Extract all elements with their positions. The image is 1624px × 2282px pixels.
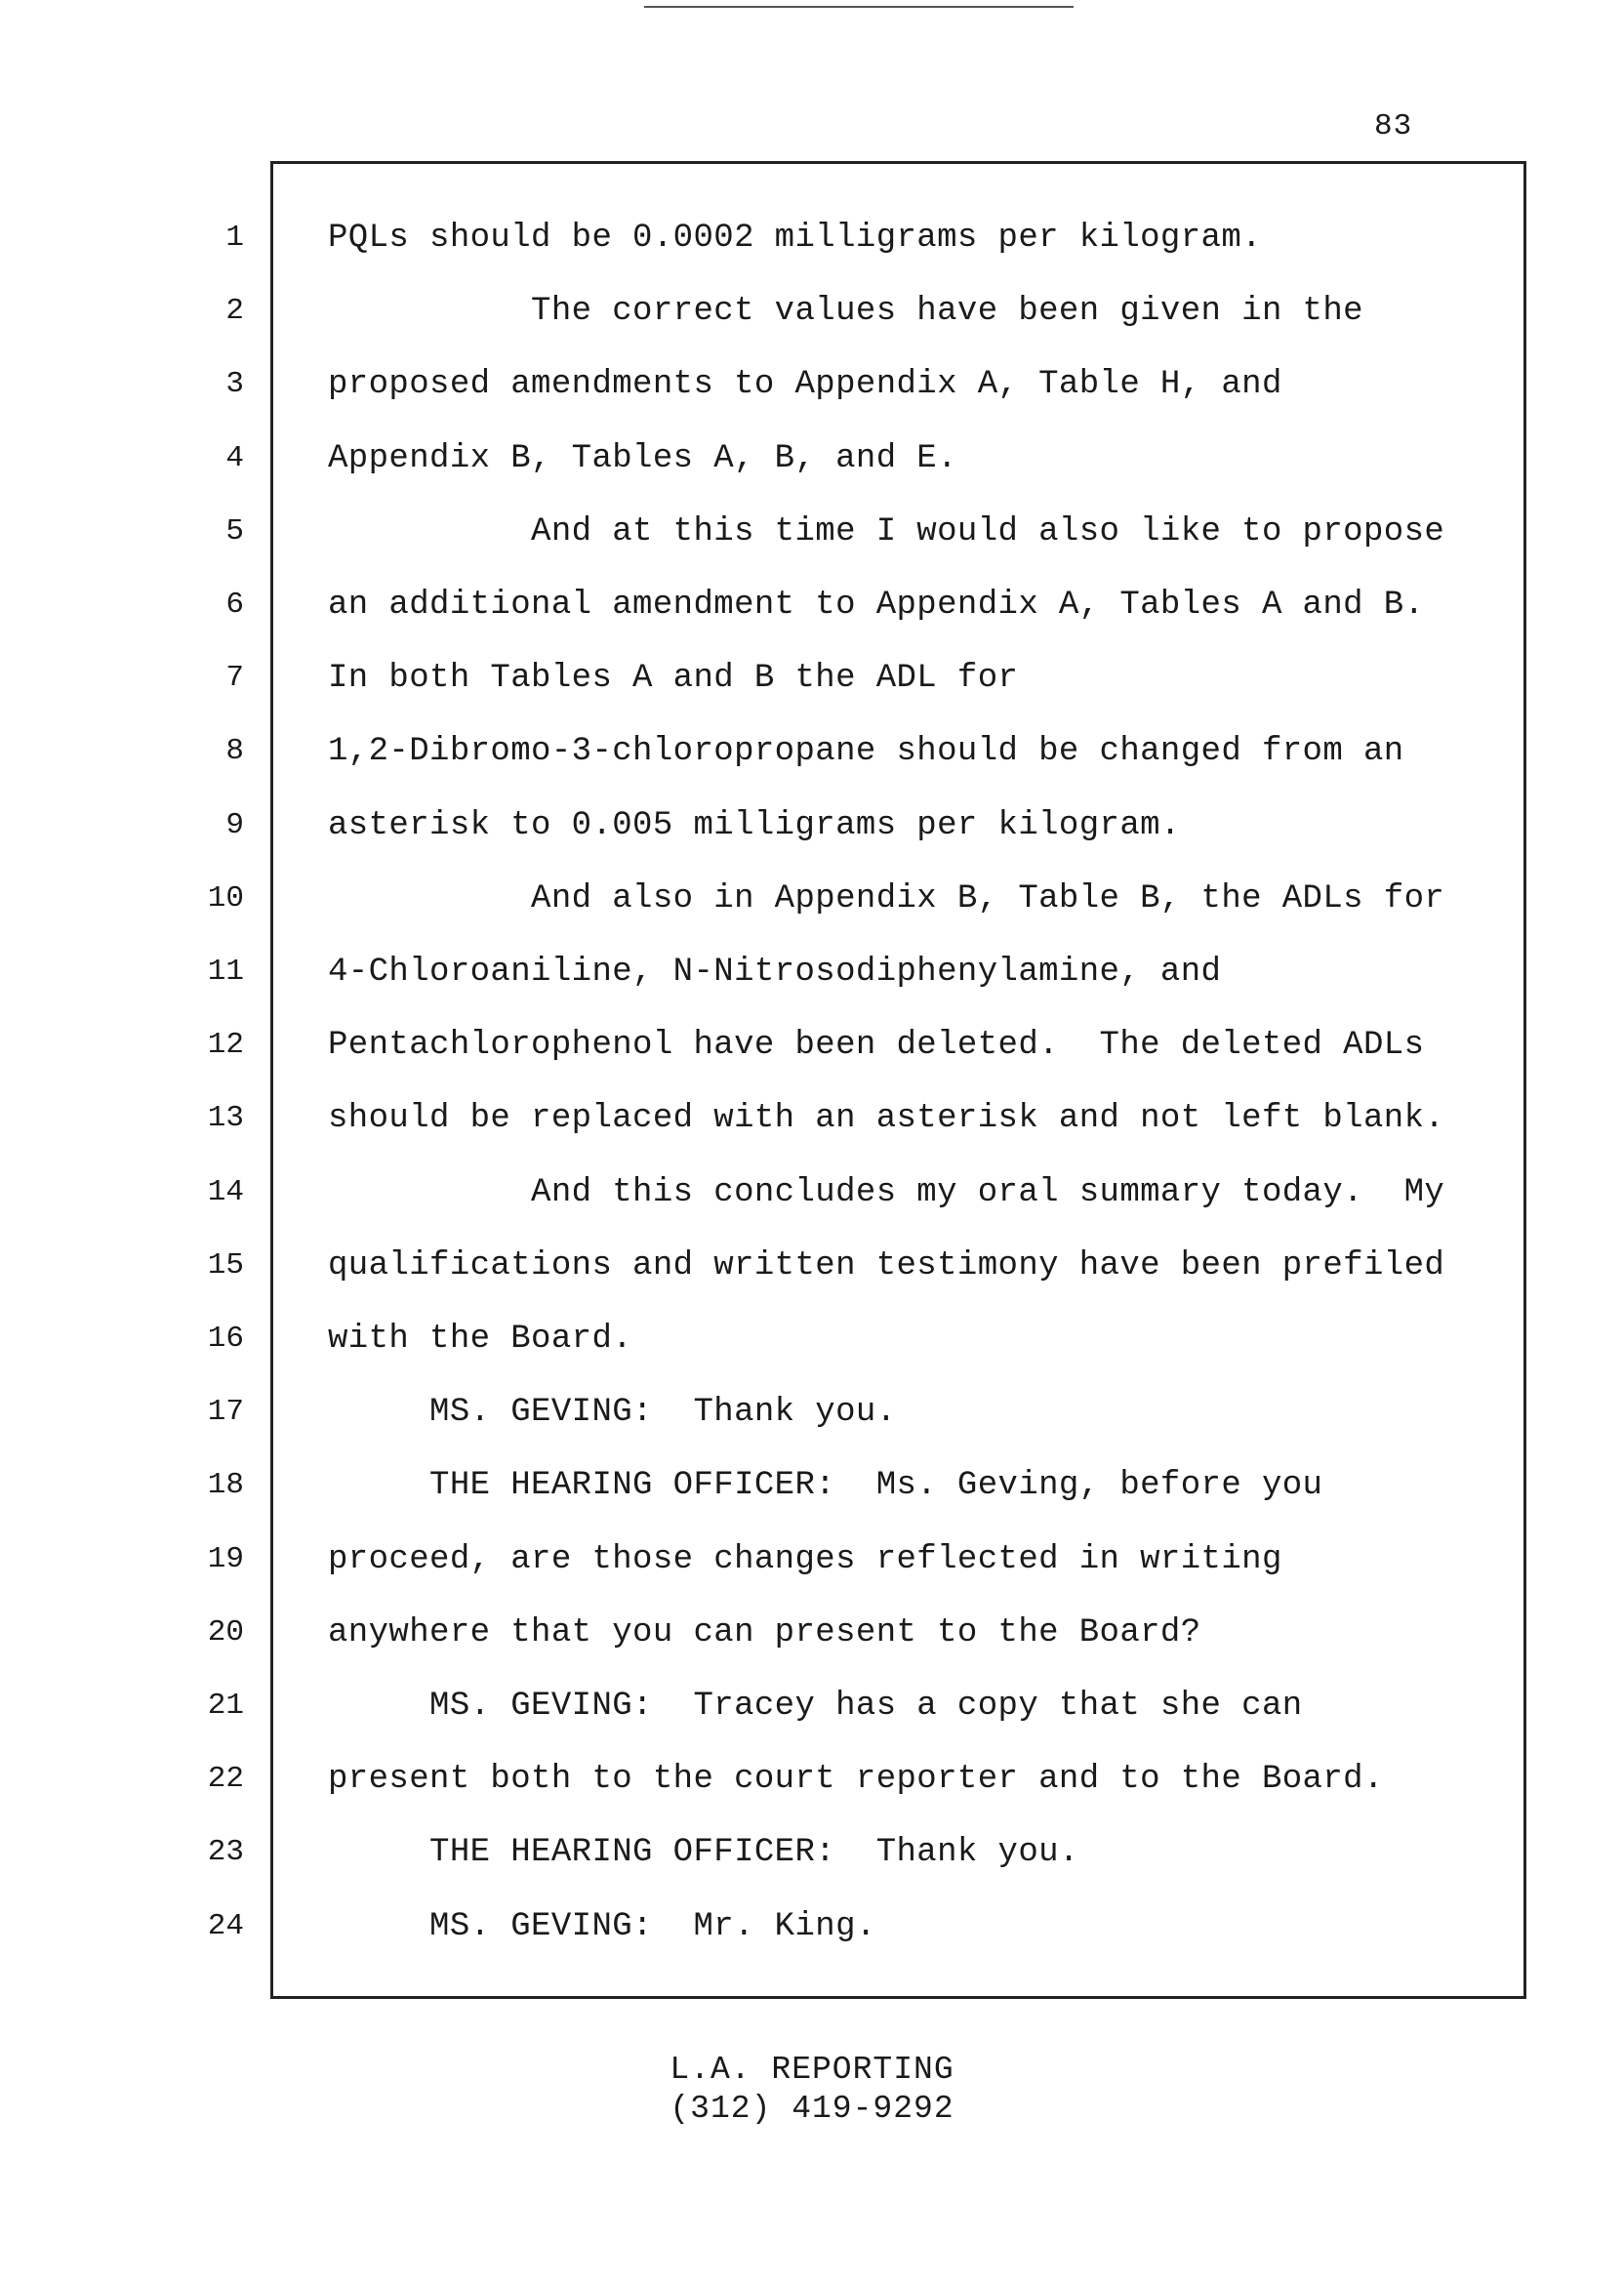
transcript-line: present both to the court reporter and to the Board.: [328, 1761, 1384, 1798]
line-number: 5: [225, 514, 244, 549]
footer-phone: (312) 419-9292: [670, 2091, 954, 2127]
transcript-line: And at this time I would also like to propose: [328, 513, 1445, 550]
line-number: 13: [207, 1101, 244, 1135]
line-number: 4: [225, 441, 244, 475]
transcript-line: MS. GEVING: Thank you.: [328, 1394, 897, 1431]
transcript-line: with the Board.: [328, 1321, 633, 1358]
line-number: 23: [207, 1835, 244, 1869]
line-number: 15: [207, 1248, 244, 1283]
transcript-line: proposed amendments to Appendix A, Table H, and: [328, 366, 1282, 403]
line-number: 7: [225, 661, 244, 695]
transcript-line: proceed, are those changes reflected in writing: [328, 1541, 1282, 1578]
line-number: 11: [207, 955, 244, 989]
transcript-line: And this concludes my oral summary today. My: [328, 1174, 1445, 1211]
line-number: 6: [225, 588, 244, 622]
transcript-line: Pentachlorophenol have been deleted. The deleted ADLs: [328, 1027, 1425, 1064]
line-number: 17: [207, 1395, 244, 1429]
line-number: 2: [225, 294, 244, 328]
transcript-line: should be replaced with an asterisk and not left blank.: [328, 1100, 1445, 1137]
transcript-line: 4-Chloroaniline, N-Nitrosodiphenylamine, and: [328, 954, 1222, 991]
transcript-line: THE HEARING OFFICER: Thank you.: [328, 1834, 1079, 1871]
transcript-line: anywhere that you can present to the Board?: [328, 1614, 1201, 1651]
line-number: 22: [207, 1762, 244, 1796]
transcript-line: The correct values have been given in the: [328, 293, 1363, 330]
line-number: 20: [207, 1615, 244, 1650]
line-number: 14: [207, 1175, 244, 1209]
top-rule: [644, 6, 1074, 8]
line-number: 12: [207, 1028, 244, 1062]
transcript-line: Appendix B, Tables A, B, and E.: [328, 440, 957, 477]
line-number: 9: [225, 808, 244, 842]
transcript-line: asterisk to 0.005 milligrams per kilogram.: [328, 807, 1181, 844]
line-number: 1: [225, 221, 244, 255]
line-number: 10: [207, 881, 244, 916]
line-number: 24: [207, 1909, 244, 1943]
line-number: 19: [207, 1542, 244, 1576]
transcript-line: PQLs should be 0.0002 milligrams per kilogram.: [328, 220, 1262, 257]
line-number: 18: [207, 1468, 244, 1502]
transcript-line: MS. GEVING: Tracey has a copy that she can: [328, 1688, 1303, 1725]
transcript-line: qualifications and written testimony have been prefiled: [328, 1247, 1445, 1284]
line-number: 16: [207, 1322, 244, 1356]
transcript-line: MS. GEVING: Mr. King.: [328, 1908, 876, 1945]
footer-company-name: L.A. REPORTING: [670, 2052, 954, 2088]
line-number: 3: [225, 367, 244, 401]
transcript-line: And also in Appendix B, Table B, the ADLs for: [328, 880, 1445, 917]
transcript-line: an additional amendment to Appendix A, Tables A and B.: [328, 587, 1425, 624]
transcript-line: In both Tables A and B the ADL for: [328, 660, 1019, 697]
transcript-line: 1,2-Dibromo-3-chloropropane should be changed from an: [328, 733, 1404, 770]
transcript-line: THE HEARING OFFICER: Ms. Geving, before you: [328, 1467, 1323, 1504]
line-number: 21: [207, 1689, 244, 1723]
line-number: 8: [225, 734, 244, 768]
page-number: 83: [1374, 109, 1413, 143]
